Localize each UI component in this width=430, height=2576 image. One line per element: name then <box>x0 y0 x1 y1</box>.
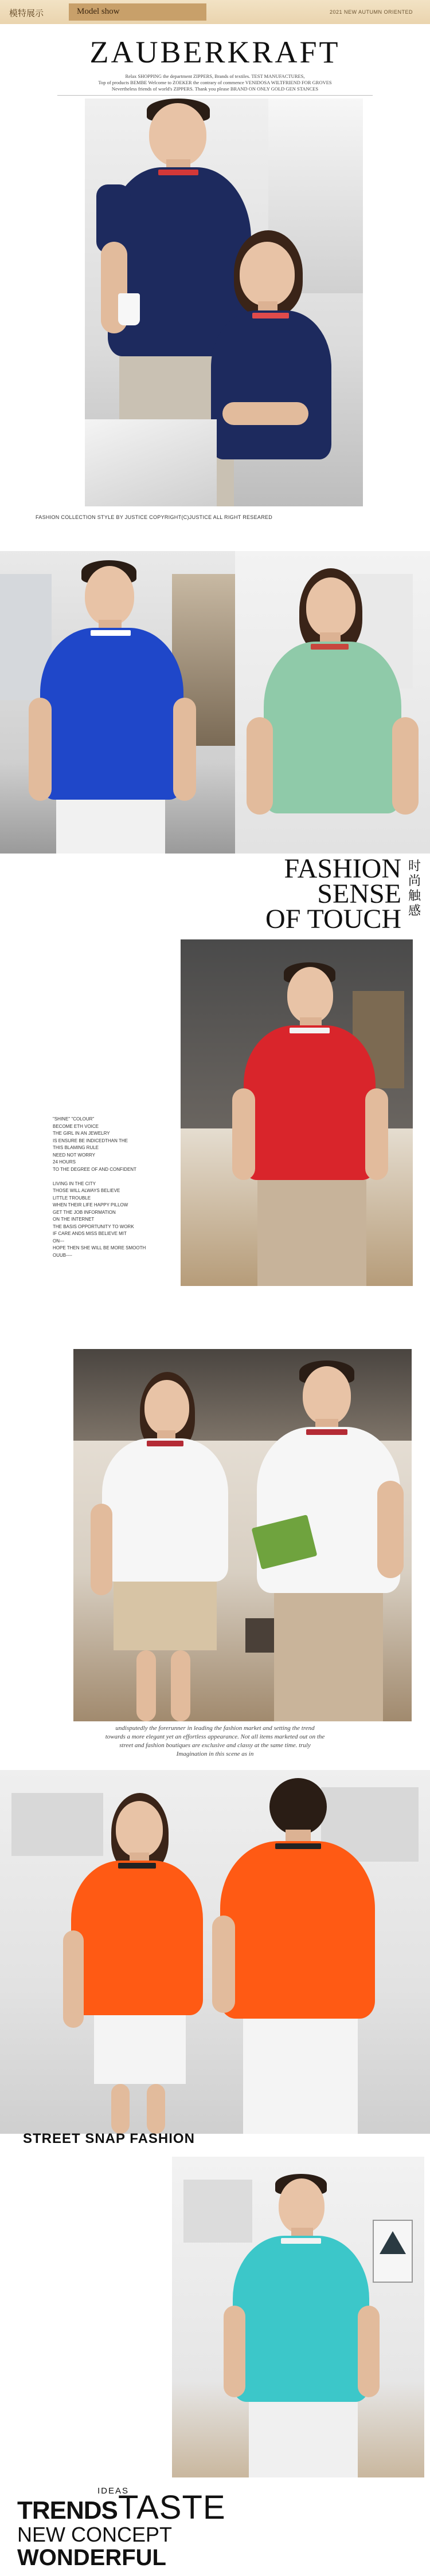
fs-line-1: FASHION <box>284 854 401 884</box>
poem-line: THIS BLAMING RULE <box>53 1145 99 1150</box>
model-woman-orange <box>63 1793 212 2134</box>
photo-red-man <box>181 939 413 1286</box>
ideas-label: IDEAS <box>97 2486 130 2496</box>
taste-label: TASTE <box>118 2489 226 2526</box>
poem-text <box>53 1116 167 1259</box>
trends-label: TRENDS <box>17 2496 118 2524</box>
photo-white-couple <box>73 1349 412 1721</box>
model-woman-mint <box>247 568 419 854</box>
section-title-en: Model show <box>77 7 120 16</box>
fs-line-3: OF TOUCH <box>265 904 401 934</box>
model-man-red <box>232 962 387 1286</box>
poem-line: BECOME ETH VOICE <box>53 1123 99 1129</box>
photo-turquoise-man <box>172 2157 424 2477</box>
poem-line: THE GIRL IN AN JEWELRY <box>53 1131 110 1136</box>
poem-line: GET THE JOB INFORMATION <box>53 1209 116 1215</box>
poem-line: TO THE DEGREE OF AND CONFIDENT <box>53 1166 136 1172</box>
model-man-turquoise <box>224 2174 378 2477</box>
fashion-sense-cn: 时尚触感 <box>408 859 421 918</box>
cup <box>118 293 140 325</box>
poem-line: THOSE WILL ALWAYS BELIEVE <box>53 1188 120 1193</box>
brand-title: ZAUBERKRAFT <box>89 35 341 69</box>
model-woman-navy <box>200 230 363 506</box>
model-man-blue <box>29 560 195 854</box>
poem-line: HOPE THEN SHE WILL BE MORE SMOOTH <box>53 1245 146 1250</box>
fashion-sense-title <box>265 856 401 932</box>
poem-line: THE BASIS OPPORTUNITY TO WORK <box>53 1224 134 1229</box>
season-label: 2021 NEW AUTUMN ORIENTED <box>329 9 413 15</box>
street-snap-title: STREET SNAP FASHION <box>23 2131 195 2146</box>
poem-line: IS ENSURE BE INDICEDTHAN THE <box>53 1138 128 1143</box>
fashion-note <box>57 1724 373 1759</box>
divider <box>57 95 373 96</box>
photo-orange-couple <box>0 1770 430 2134</box>
photo-blue-man <box>0 551 235 854</box>
poem-line: 24 HOURS <box>53 1159 76 1165</box>
brand-blurb <box>57 73 373 92</box>
section-title-cn: 模特展示 <box>9 8 44 18</box>
poem-line: "SHINE" "COLOUR" <box>53 1116 95 1122</box>
laptop <box>85 419 217 506</box>
new-concept-label: NEW CONCEPT <box>17 2523 172 2546</box>
brand-blurb-line: Nevertheless friends of world's ZIPPERS. Thank you please BRAND ON ONLY GOLD GEN STANCES <box>111 86 319 92</box>
poem-line: WHEN THEIR LIFE HAPPY PILLOW <box>53 1202 128 1208</box>
brand-blurb-line: Relax SHOPPING the department ZIPPERS, Brands of textiles. TEST MANUFACTURES, <box>125 73 305 79</box>
poem-line: OUUB---- <box>53 1252 72 1258</box>
poem-line: LITTLE TROUBLE <box>53 1195 91 1201</box>
note-line: Imagination in this scene as in <box>176 1751 254 1757</box>
fs-line-2: SENSE <box>317 879 401 909</box>
header-band <box>0 0 430 24</box>
wall-art-shape <box>380 2231 406 2254</box>
note-line: towards a more elegant yet an effortless appearance. Not all items marketed out on the <box>105 1733 325 1740</box>
model-woman-white <box>85 1372 240 1721</box>
note-line: street and fashion boutiques are exclusive and classy at the same time. truly <box>119 1742 311 1749</box>
note-line: undisputedly the forerunner in leading the fashion market and setting the trend <box>115 1725 315 1732</box>
wonderful-label: WONDERFUL <box>17 2545 166 2570</box>
poem-line: LIVING IN THE CITY <box>53 1181 96 1186</box>
poem-line: NEED NOT WORRY <box>53 1152 95 1158</box>
brand-blurb-line: Top of products BEMBE Welcome to ZOEKER the contrary of commence VENIDOSA WILTFRIEND FOR GROVES <box>98 80 332 85</box>
section-tag <box>69 3 206 21</box>
poem-line: IF CARE ANDS MISS BELIEVE MIT <box>53 1231 127 1236</box>
model-man-orange-back <box>212 1778 384 2134</box>
photo-mint-woman <box>235 551 430 854</box>
poem-line: ON--- <box>53 1238 64 1244</box>
poem-line <box>53 1173 167 1181</box>
photo-navy-couple <box>85 99 363 506</box>
collection-caption: FASHION COLLECTION STYLE BY JUSTICE COPYRIGHT(C)JUSTICE ALL RIGHT RESEARED <box>36 514 273 520</box>
poem-line: ON THE INTERNET <box>53 1217 95 1222</box>
trends-block <box>17 2486 235 2572</box>
